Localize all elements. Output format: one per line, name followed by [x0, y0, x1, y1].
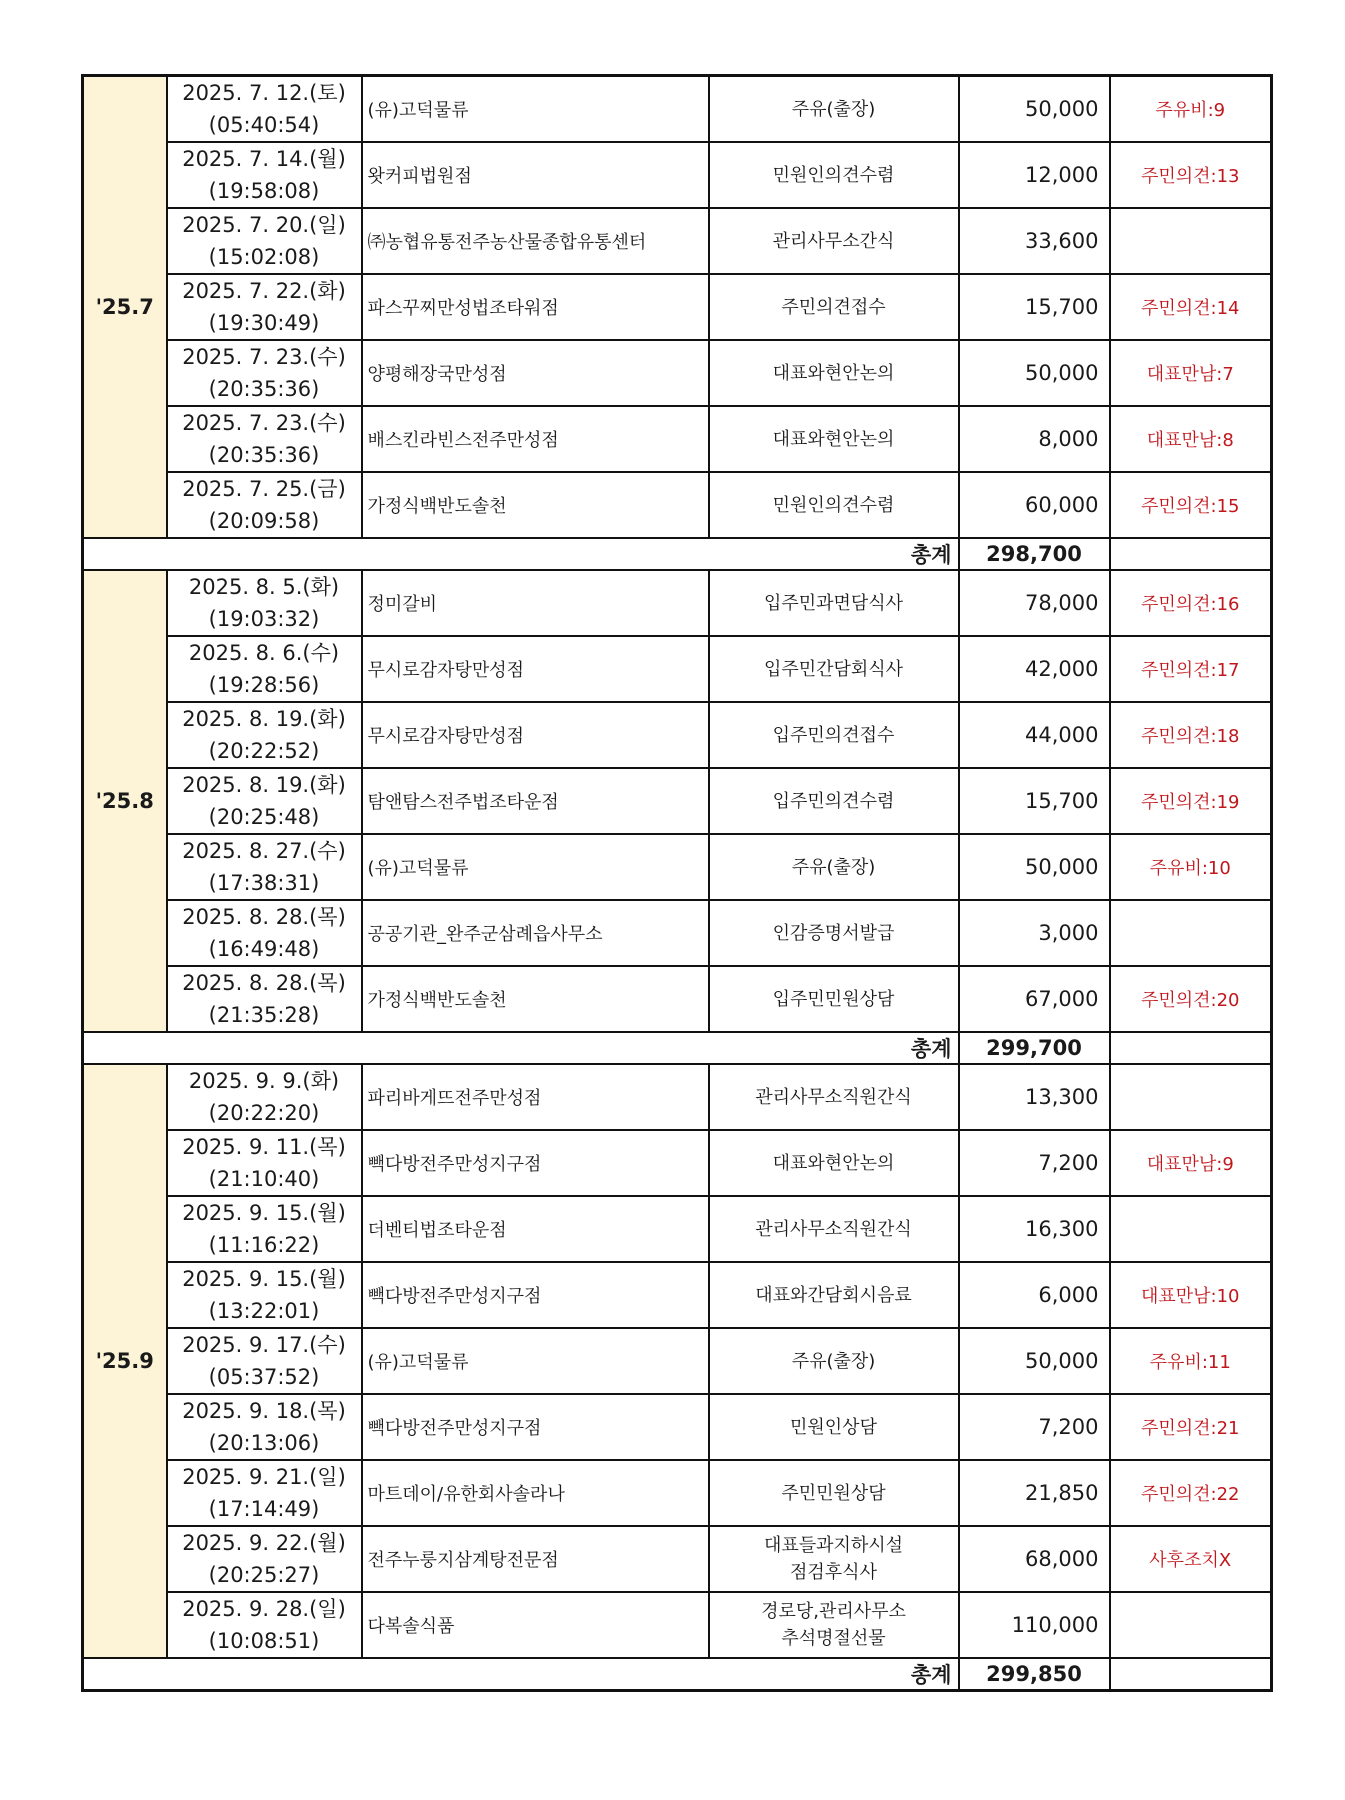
date-cell	[167, 1196, 362, 1262]
entry-time: (20:25:27)	[208, 1563, 320, 1587]
table-row	[83, 636, 1272, 702]
entry-date: 2025. 8. 27.(수)	[182, 839, 346, 863]
entry-time: (20:22:52)	[208, 739, 320, 763]
purpose-line: 관리사무소직원간식	[755, 1086, 912, 1108]
note-cell: 대표만남:9	[1110, 1130, 1272, 1196]
vendor-cell: (유)고덕물류	[362, 834, 709, 900]
amount-cell: 7,200	[959, 1130, 1110, 1196]
entry-time: (21:10:40)	[208, 1167, 320, 1191]
entry-time: (19:58:08)	[208, 179, 320, 203]
entry-date: 2025. 8. 19.(화)	[182, 707, 346, 731]
date-cell	[167, 76, 362, 143]
vendor-cell: 배스킨라빈스전주만성점	[362, 406, 709, 472]
date-cell	[167, 1394, 362, 1460]
total-spacer	[83, 1658, 709, 1691]
total-spacer	[83, 538, 709, 570]
table-row	[83, 570, 1272, 636]
amount-cell: 15,700	[959, 274, 1110, 340]
entry-time: (19:28:56)	[208, 673, 320, 697]
entry-date: 2025. 8. 19.(화)	[182, 773, 346, 797]
date-cell	[167, 966, 362, 1032]
vendor-cell: 무시로감자탕만성점	[362, 702, 709, 768]
purpose-line: 경로당,관리사무소	[761, 1601, 906, 1622]
month-label: '25.7	[83, 76, 167, 539]
purpose-cell	[709, 1526, 959, 1592]
table-row	[83, 702, 1272, 768]
amount-cell: 7,200	[959, 1394, 1110, 1460]
vendor-cell: 전주누룽지삼계탕전문점	[362, 1526, 709, 1592]
amount-cell: 8,000	[959, 406, 1110, 472]
table-row	[83, 768, 1272, 834]
note-cell: 주유비:9	[1110, 76, 1272, 143]
vendor-cell: 다복솔식품	[362, 1592, 709, 1658]
entry-time: (05:37:52)	[208, 1365, 320, 1389]
note-cell: 주민의견:22	[1110, 1460, 1272, 1526]
table-row	[83, 1130, 1272, 1196]
amount-cell: 13,300	[959, 1064, 1110, 1130]
vendor-cell: 더벤티법조타운점	[362, 1196, 709, 1262]
purpose-cell	[709, 340, 959, 406]
note-cell	[1110, 1064, 1272, 1130]
total-note-spacer	[1110, 538, 1272, 570]
note-cell	[1110, 900, 1272, 966]
purpose-line: 입주민간담회식사	[763, 658, 904, 680]
note-cell: 대표만남:10	[1110, 1262, 1272, 1328]
purpose-line: 주민의견접수	[781, 296, 886, 318]
table-row	[83, 472, 1272, 538]
entry-time: (13:22:01)	[208, 1299, 320, 1323]
note-cell: 주민의견:15	[1110, 472, 1272, 538]
total-note-spacer	[1110, 1658, 1272, 1691]
note-cell: 주유비:10	[1110, 834, 1272, 900]
entry-time: (20:13:06)	[208, 1431, 320, 1455]
purpose-line: 주유(출장)	[791, 856, 876, 878]
purpose-line: 대표와현안논의	[772, 362, 895, 384]
date-cell	[167, 1460, 362, 1526]
purpose-line: 주민민원상담	[781, 1482, 886, 1504]
table-row	[83, 1328, 1272, 1394]
note-cell: 주민의견:18	[1110, 702, 1272, 768]
date-cell	[167, 702, 362, 768]
entry-time: (16:49:48)	[208, 937, 320, 961]
note-cell: 주민의견:20	[1110, 966, 1272, 1032]
amount-cell: 3,000	[959, 900, 1110, 966]
total-label: 총계	[709, 1032, 959, 1064]
date-cell	[167, 340, 362, 406]
purpose-cell	[709, 834, 959, 900]
purpose-cell	[709, 966, 959, 1032]
entry-date: 2025. 7. 25.(금)	[182, 477, 346, 501]
date-cell	[167, 1328, 362, 1394]
purpose-line: 대표들과지하시설	[763, 1535, 904, 1556]
entry-date: 2025. 9. 18.(목)	[182, 1399, 346, 1423]
table-row	[83, 1460, 1272, 1526]
entry-time: (21:35:28)	[208, 1003, 320, 1027]
note-cell: 사후조치X	[1110, 1526, 1272, 1592]
vendor-cell: 빽다방전주만성지구점	[362, 1262, 709, 1328]
purpose-line: 입주민의견수렴	[772, 790, 895, 812]
vendor-cell: 정미갈비	[362, 570, 709, 636]
entry-date: 2025. 7. 20.(일)	[182, 213, 346, 237]
entry-date: 2025. 9. 28.(일)	[182, 1597, 346, 1621]
entry-date: 2025. 8. 28.(목)	[182, 971, 346, 995]
note-cell: 주민의견:21	[1110, 1394, 1272, 1460]
purpose-cell	[709, 76, 959, 143]
vendor-cell: 마트데이/유한회사솔라나	[362, 1460, 709, 1526]
vendor-cell: 가정식백반도솔천	[362, 472, 709, 538]
purpose-line: 주유(출장)	[791, 98, 876, 120]
note-cell: 주민의견:16	[1110, 570, 1272, 636]
purpose-cell	[709, 406, 959, 472]
purpose-line: 관리사무소간식	[772, 230, 895, 252]
purpose-line: 대표와간담회시음료	[755, 1284, 912, 1306]
entry-time: (19:03:32)	[208, 607, 320, 631]
date-cell	[167, 406, 362, 472]
note-cell	[1110, 1196, 1272, 1262]
table-row	[83, 1064, 1272, 1130]
purpose-cell	[709, 636, 959, 702]
total-value: 299,700	[959, 1032, 1110, 1064]
amount-cell: 12,000	[959, 142, 1110, 208]
entry-time: (20:09:58)	[208, 509, 320, 533]
vendor-cell: 빽다방전주만성지구점	[362, 1394, 709, 1460]
entry-time: (17:14:49)	[208, 1497, 320, 1521]
amount-cell: 60,000	[959, 472, 1110, 538]
purpose-cell	[709, 1460, 959, 1526]
purpose-line: 인감증명서발급	[772, 922, 895, 944]
purpose-cell	[709, 1064, 959, 1130]
vendor-cell: 가정식백반도솔천	[362, 966, 709, 1032]
month-label: '25.9	[83, 1064, 167, 1658]
entry-date: 2025. 7. 14.(월)	[182, 147, 346, 171]
purpose-line: 입주민민원상담	[772, 988, 895, 1010]
purpose-line: 입주민과면담식사	[763, 592, 904, 614]
entry-time: (20:25:48)	[208, 805, 320, 829]
total-label: 총계	[709, 1658, 959, 1691]
date-cell	[167, 1592, 362, 1658]
date-cell	[167, 208, 362, 274]
vendor-cell: 무시로감자탕만성점	[362, 636, 709, 702]
entry-date: 2025. 9. 21.(일)	[182, 1465, 346, 1489]
table-row	[83, 340, 1272, 406]
date-cell	[167, 834, 362, 900]
entry-date: 2025. 7. 12.(토)	[182, 81, 346, 105]
entry-time: (15:02:08)	[208, 245, 320, 269]
date-cell	[167, 274, 362, 340]
purpose-cell	[709, 1328, 959, 1394]
table-row	[83, 900, 1272, 966]
amount-cell: 21,850	[959, 1460, 1110, 1526]
amount-cell: 67,000	[959, 966, 1110, 1032]
table-row	[83, 76, 1272, 143]
entry-date: 2025. 9. 15.(월)	[182, 1201, 346, 1225]
note-cell: 대표만남:8	[1110, 406, 1272, 472]
table-row	[83, 142, 1272, 208]
amount-cell: 68,000	[959, 1526, 1110, 1592]
vendor-cell: (유)고덕물류	[362, 76, 709, 143]
amount-cell: 50,000	[959, 834, 1110, 900]
entry-date: 2025. 9. 15.(월)	[182, 1267, 346, 1291]
note-cell	[1110, 1592, 1272, 1658]
entry-date: 2025. 7. 22.(화)	[182, 279, 346, 303]
purpose-cell	[709, 1394, 959, 1460]
purpose-cell	[709, 208, 959, 274]
entry-time: (05:40:54)	[208, 113, 320, 137]
purpose-cell	[709, 1262, 959, 1328]
date-cell	[167, 1526, 362, 1592]
amount-cell: 50,000	[959, 76, 1110, 143]
purpose-cell	[709, 1130, 959, 1196]
amount-cell: 50,000	[959, 340, 1110, 406]
entry-time: (11:16:22)	[208, 1233, 320, 1257]
vendor-cell: ㈜농협유통전주농산물종합유통센터	[362, 208, 709, 274]
date-cell	[167, 142, 362, 208]
entry-date: 2025. 9. 9.(화)	[188, 1069, 340, 1093]
amount-cell: 50,000	[959, 1328, 1110, 1394]
date-cell	[167, 768, 362, 834]
date-cell	[167, 900, 362, 966]
note-cell: 대표만남:7	[1110, 340, 1272, 406]
purpose-cell	[709, 1592, 959, 1658]
purpose-line: 대표와현안논의	[772, 1152, 895, 1174]
table-row	[83, 406, 1272, 472]
amount-cell: 15,700	[959, 768, 1110, 834]
purpose-line: 민원인상담	[790, 1416, 877, 1438]
table-row	[83, 274, 1272, 340]
amount-cell: 42,000	[959, 636, 1110, 702]
entry-date: 2025. 7. 23.(수)	[182, 411, 346, 435]
amount-cell: 78,000	[959, 570, 1110, 636]
table-row	[83, 1196, 1272, 1262]
purpose-line: 관리사무소직원간식	[755, 1218, 912, 1240]
entry-date: 2025. 9. 22.(월)	[182, 1531, 346, 1555]
total-value: 299,850	[959, 1658, 1110, 1691]
note-cell: 주민의견:17	[1110, 636, 1272, 702]
purpose-line: 추석명절선물	[781, 1628, 886, 1649]
purpose-line: 주유(출장)	[791, 1350, 876, 1372]
date-cell	[167, 1130, 362, 1196]
note-cell: 주민의견:19	[1110, 768, 1272, 834]
entry-time: (10:08:51)	[208, 1629, 320, 1653]
date-cell	[167, 1262, 362, 1328]
entry-time: (19:30:49)	[208, 311, 320, 335]
vendor-cell: 공공기관_완주군삼례읍사무소	[362, 900, 709, 966]
total-row	[83, 1658, 1272, 1691]
entry-date: 2025. 8. 5.(화)	[188, 575, 340, 599]
purpose-line: 민원인의견수렴	[772, 164, 895, 186]
vendor-cell: 빽다방전주만성지구점	[362, 1130, 709, 1196]
total-label: 총계	[709, 538, 959, 570]
date-cell	[167, 636, 362, 702]
table-row	[83, 1394, 1272, 1460]
purpose-line: 점검후식사	[790, 1562, 877, 1583]
entry-date: 2025. 8. 28.(목)	[182, 905, 346, 929]
amount-cell: 33,600	[959, 208, 1110, 274]
month-label: '25.8	[83, 570, 167, 1032]
date-cell	[167, 1064, 362, 1130]
entry-time: (17:38:31)	[208, 871, 320, 895]
total-row	[83, 538, 1272, 570]
vendor-cell: 양평해장국만성점	[362, 340, 709, 406]
note-cell: 주민의견:14	[1110, 274, 1272, 340]
entry-date: 2025. 8. 6.(수)	[188, 641, 340, 665]
vendor-cell: (유)고덕물류	[362, 1328, 709, 1394]
entry-date: 2025. 7. 23.(수)	[182, 345, 346, 369]
vendor-cell: 파리바게뜨전주만성점	[362, 1064, 709, 1130]
table-row	[83, 1262, 1272, 1328]
entry-time: (20:35:36)	[208, 443, 320, 467]
date-cell	[167, 570, 362, 636]
purpose-cell	[709, 472, 959, 538]
amount-cell: 110,000	[959, 1592, 1110, 1658]
table-row	[83, 834, 1272, 900]
amount-cell: 44,000	[959, 702, 1110, 768]
purpose-cell	[709, 570, 959, 636]
ledger-body	[83, 76, 1272, 1691]
purpose-line: 대표와현안논의	[772, 428, 895, 450]
purpose-cell	[709, 142, 959, 208]
total-spacer	[83, 1032, 709, 1064]
note-cell	[1110, 208, 1272, 274]
note-cell: 주유비:11	[1110, 1328, 1272, 1394]
purpose-cell	[709, 1196, 959, 1262]
purpose-cell	[709, 274, 959, 340]
vendor-cell: 탐앤탐스전주법조타운점	[362, 768, 709, 834]
purpose-cell	[709, 702, 959, 768]
table-row	[83, 1592, 1272, 1658]
entry-date: 2025. 9. 17.(수)	[182, 1333, 346, 1357]
entry-time: (20:35:36)	[208, 377, 320, 401]
purpose-cell	[709, 768, 959, 834]
total-note-spacer	[1110, 1032, 1272, 1064]
table-row	[83, 208, 1272, 274]
expense-ledger-table	[81, 74, 1273, 1692]
purpose-line: 입주민의견접수	[772, 724, 895, 746]
total-row	[83, 1032, 1272, 1064]
amount-cell: 6,000	[959, 1262, 1110, 1328]
purpose-line: 민원인의견수렴	[772, 494, 895, 516]
vendor-cell: 파스꾸찌만성법조타워점	[362, 274, 709, 340]
amount-cell: 16,300	[959, 1196, 1110, 1262]
purpose-cell	[709, 900, 959, 966]
date-cell	[167, 472, 362, 538]
total-value: 298,700	[959, 538, 1110, 570]
entry-date: 2025. 9. 11.(목)	[182, 1135, 346, 1159]
note-cell: 주민의견:13	[1110, 142, 1272, 208]
entry-time: (20:22:20)	[208, 1101, 320, 1125]
vendor-cell: 왓커피법원점	[362, 142, 709, 208]
table-row	[83, 966, 1272, 1032]
table-row	[83, 1526, 1272, 1592]
